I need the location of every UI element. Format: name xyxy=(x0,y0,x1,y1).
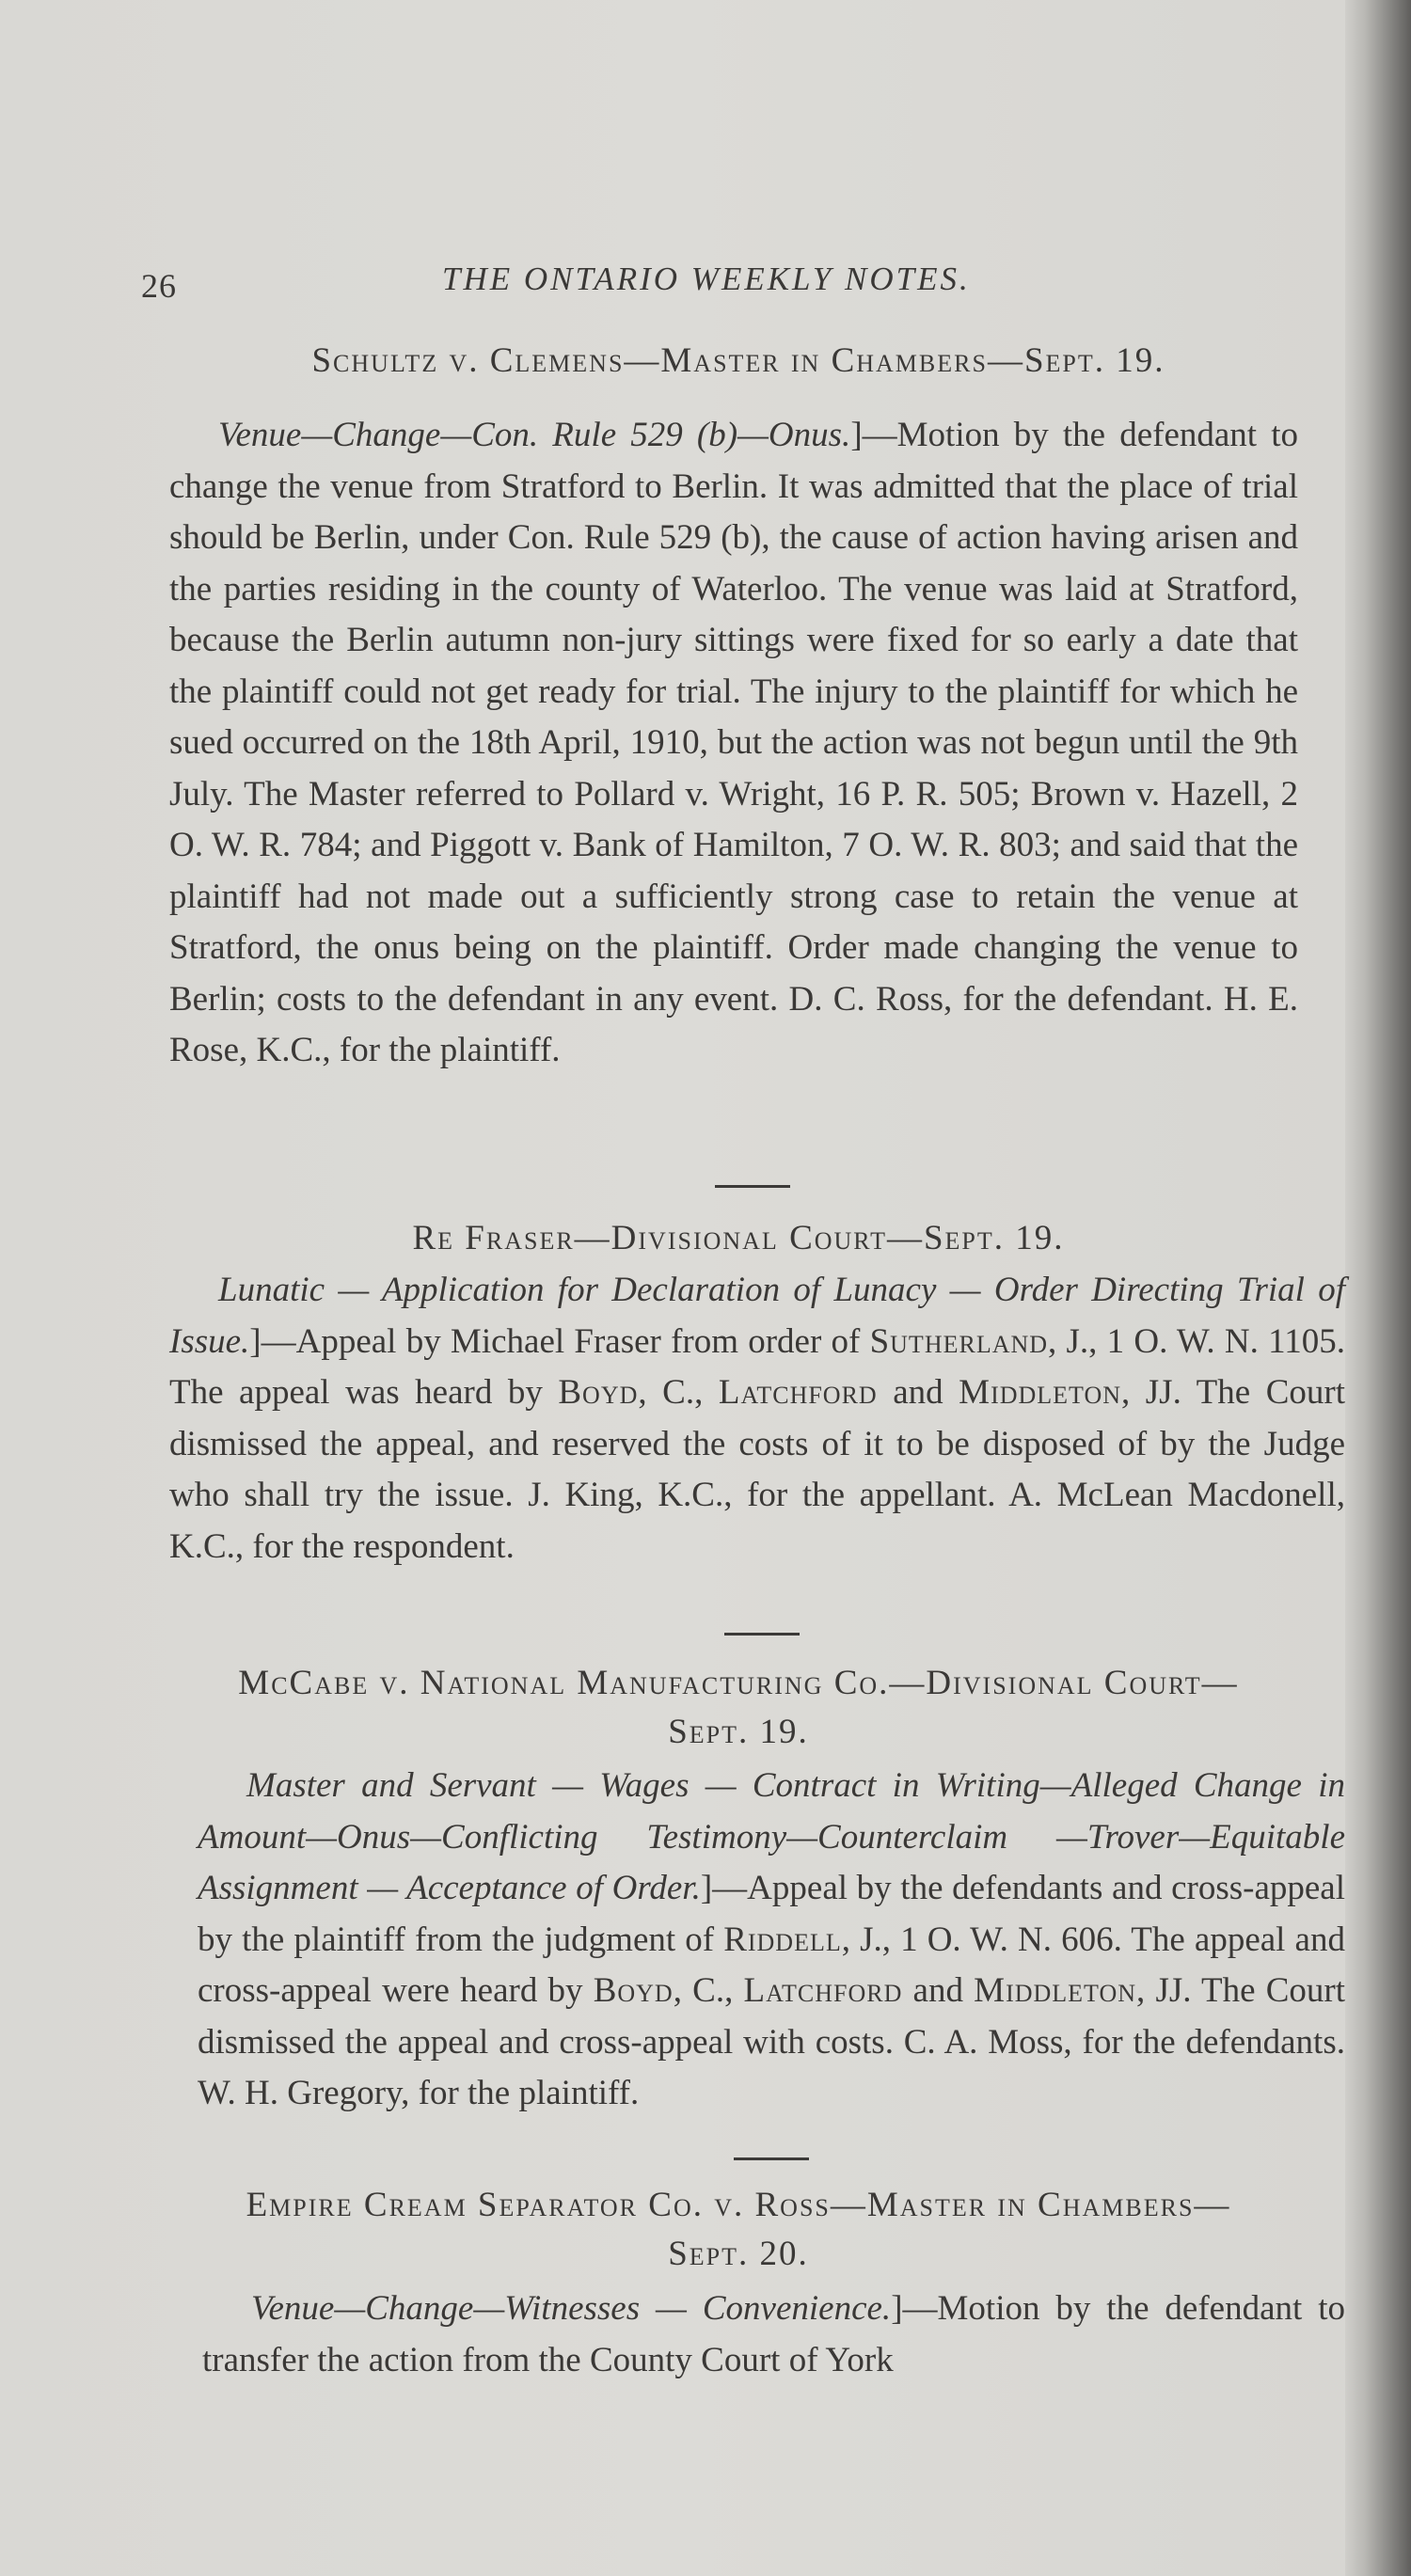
case-body: ]—Appeal by Michael Fraser from order of xyxy=(249,1321,870,1361)
section-divider xyxy=(724,1633,800,1636)
case-body: ]—Motion by the defendant to transfer the action from the County Court of York xyxy=(202,2289,1345,2379)
catchwords: Venue—Change—Witnesses — Convenience. xyxy=(251,2289,892,2328)
section-divider xyxy=(734,2157,809,2160)
case-heading: Schultz v. Clemens—Master in Chambers—Sept. 19. xyxy=(311,341,1165,380)
running-title: THE ONTARIO WEEKLY NOTES. xyxy=(442,261,971,297)
case-body: , JJ. The Court dismissed the appeal and cross-appeal with costs. C. A. Moss, for the defendants. W. H. Gregory, for the plaintiff. xyxy=(198,1971,1345,2112)
case-body: , J., 1 O. W. N. 606. The appeal and cross-appeal were heard by xyxy=(198,1920,1345,2010)
judge-name: Riddell xyxy=(723,1920,842,1959)
case-body: , C., xyxy=(673,1971,744,2010)
judge-name: Middleton xyxy=(959,1373,1122,1412)
judge-name: Latchford xyxy=(718,1373,878,1412)
judge-name: Boyd xyxy=(558,1373,639,1412)
case-body: ]—Motion by the defendant to change the venue from Stratford to Berlin. It was admitted that the place of trial should be Berlin, under Con. Rule 529 (b), the cause of action having arisen and the parties residing in the county of Waterloo. The venue was laid at Stratford, because the Berlin autumn non-jury sittings were fixed for so early a date that the plaintiff could not get ready for trial. The injury to the plaintiff for which he sued occurred on the 18th April, 1910, but the action was not begun until the 9th July. The Master referred to Pollard v. Wright, 16 P. R. 505; Brown v. Hazell, 2 O. W. R. 784; and Piggott v. Bank of Hamilton, 7 O. W. R. 803; and said that the plaintiff had not made out a sufficiently strong case to retain the venue at Stratford, the onus being on the plaintiff. Order made changing the venue to Berlin; costs to the defendant in any event. D. C. Ross, for the defendant. H. E. Rose, K.C., for the plaintiff. xyxy=(169,416,1298,1069)
catchwords: Venue—Change—Con. Rule 529 (b)—Onus. xyxy=(218,416,851,454)
case-heading-date: Sept. 19. xyxy=(668,1713,809,1751)
case-heading: Empire Cream Separator Co. v. Ross—Master in Chambers— xyxy=(246,2186,1231,2224)
judge-name: Latchford xyxy=(743,1971,903,2010)
case-paragraph xyxy=(198,1761,1345,2120)
case-body: , C., xyxy=(638,1373,719,1412)
case-paragraph xyxy=(202,2284,1345,2386)
case-paragraph xyxy=(169,1265,1345,1572)
case-body: , J., 1 O. W. N. 1105. The appeal was heard by xyxy=(169,1321,1345,1412)
case-heading: McCabe v. National Manufacturing Co.—Divisional Court— xyxy=(238,1664,1239,1702)
catchwords: Lunatic — Application for Declaration of Lunacy — Order Directing Trial of Issue. xyxy=(169,1271,1345,1361)
case-body: and xyxy=(902,1971,975,2010)
judge-name: Sutherland xyxy=(869,1321,1049,1361)
case-body: and xyxy=(877,1373,959,1412)
case-heading-date: Sept. 20. xyxy=(668,2235,809,2273)
judge-name: Boyd xyxy=(593,1971,674,2010)
judge-name: Middleton xyxy=(974,1971,1137,2010)
book-spine-shadow xyxy=(1345,0,1411,2576)
catchwords: Master and Servant — Wages — Contract in Writing—Alleged Change in Amount—Onus—Conflicting Testimony—Counterclaim —Trover—Equitable Assignment — Acceptance of Order. xyxy=(198,1766,1345,1907)
page-number: 26 xyxy=(141,267,177,305)
case-paragraph xyxy=(169,410,1298,1077)
case-body: ]—Appeal by the defendants and cross-appeal by the plaintiff from the judgment of xyxy=(198,1869,1345,1959)
section-divider xyxy=(715,1185,790,1188)
case-body: , JJ. The Court dismissed the appeal, and reserved the costs of it to be disposed of by the Judge who shall try the issue. J. King, K.C., for the appellant. A. McLean Macdonell, K.C., for the respondent. xyxy=(169,1373,1345,1566)
case-heading: Re Fraser—Divisional Court—Sept. 19. xyxy=(412,1219,1065,1257)
